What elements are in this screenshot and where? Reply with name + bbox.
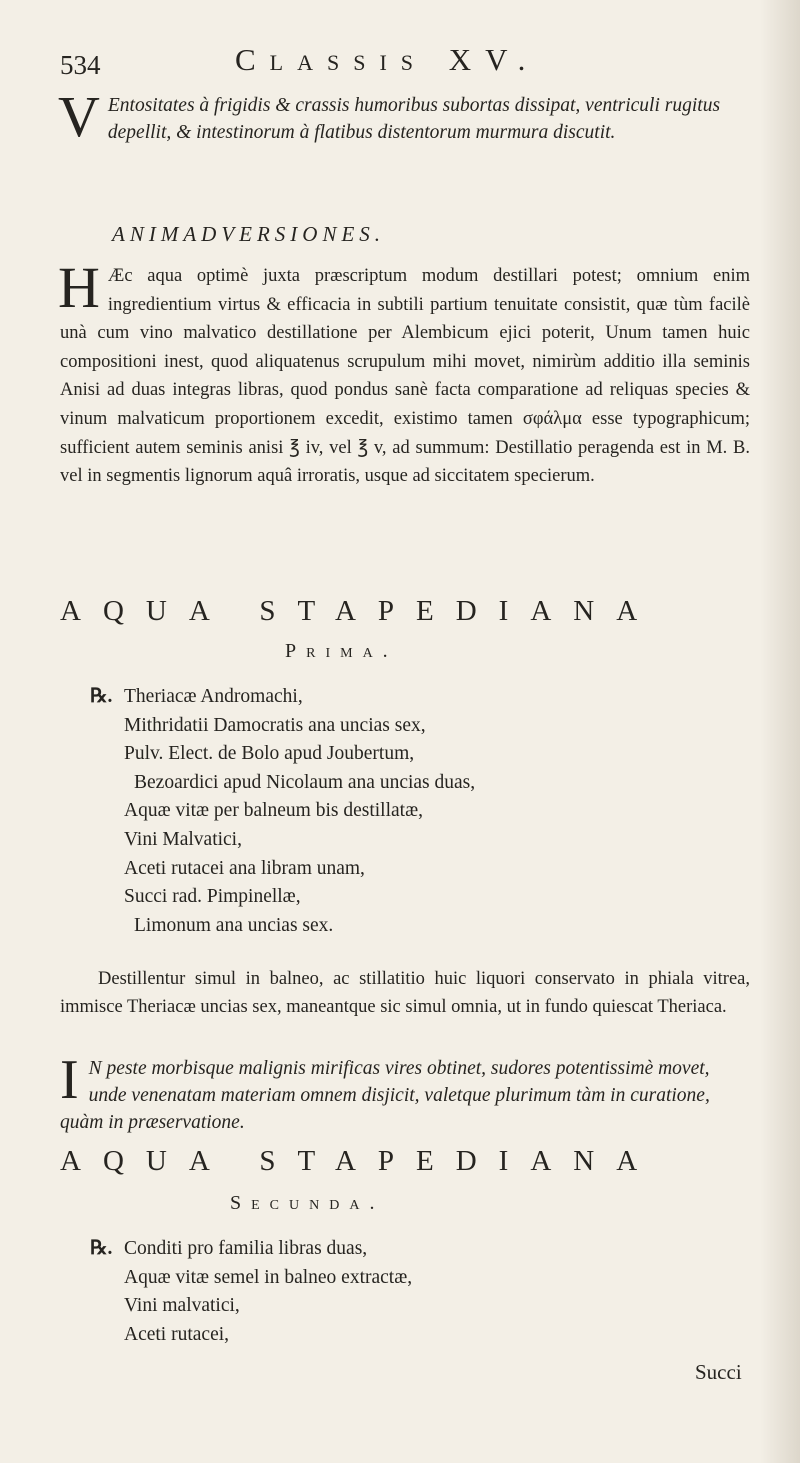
recipe-note xyxy=(60,1049,750,1136)
recipe-symbol: ℞. xyxy=(90,1238,113,1259)
recipe-subtitle: Secunda. xyxy=(230,1192,385,1214)
page-number: 534 xyxy=(60,50,101,80)
animadversiones-text: Æc aqua optimè juxta præscriptum modum destillari potest; omnium enim ingredientium virtus & efficacia in subtili partium tenuitate consistit, quæ tùm facilè unà cum vino malvatico destillatione per Alembicum ejici poterit, Unum tamen huic compositioni inest, quod aliquatenus scrupulum mihi movet, nimirùm additio illa seminis Anisi ad duas integras libras, quod pondus sanè facta comparatione ad reliquas species & vinum malvaticum proportionem excedit, existimo tamen σφάλμα esse typographicum; sufficient autem seminis anisi ℥ iv, vel ℥ v, ad summum: Destillatio peragenda est in M. B. vel in segmentis lignorum aquâ irroratis, usque ad siccitatem specierum. xyxy=(60,266,750,487)
catchword: Succi xyxy=(695,1360,742,1384)
recipe-title: AQUA STAPEDIANA xyxy=(60,1145,660,1177)
drop-cap: V xyxy=(58,84,100,149)
recipe-ingredients xyxy=(90,683,710,940)
ingredient-line: Limonum ana uncias sex. xyxy=(134,914,334,936)
drop-cap: H xyxy=(58,255,100,320)
recipe-ingredients xyxy=(90,1235,710,1349)
intro-text: Entositates à frigidis & crassis humoribus subortas dissipat, ventriculi rugitus depellit, & intestinorum à flatibus distentorum murmura discutit. xyxy=(107,95,721,143)
ingredient-line: ℞. Theriacæ Andromachi, xyxy=(90,683,710,712)
intro-paragraph xyxy=(58,84,750,149)
animadversiones-paragraph xyxy=(58,255,750,491)
recipe-subtitle: Prima. xyxy=(285,640,398,662)
section-heading: ANIMADVERSIONES. xyxy=(112,222,386,246)
ingredient-line: ℞. Conditi pro familia libras duas, xyxy=(90,1235,710,1264)
ingredient-line: Succi rad. Pimpinellæ, xyxy=(124,886,301,908)
recipe-note-text: N peste morbisque malignis mirificas vires obtinet, sudores potentissimè movet, unde venenatam materiam omnem disjicit, valetque plurimum tàm in curatione, quàm in præservatione. xyxy=(60,1058,710,1133)
recipe-title: AQUA STAPEDIANA xyxy=(60,595,660,627)
recipe-instructions: Destillentur simul in balneo, ac stillatitio huic liquori conservato in phiala vitrea, immisce Theriacæ uncias sex, maneantque sic simul omnia, ut in fundo quiescat Theriaca. xyxy=(60,969,750,1017)
page-edge-shadow xyxy=(760,0,800,1463)
ingredient-line: Vini malvatici, xyxy=(124,1295,240,1317)
page-header xyxy=(60,42,750,82)
ingredient-line: Aceti rutacei, xyxy=(124,1323,230,1345)
ingredient-line: Aquæ vitæ per balneum bis destillatæ, xyxy=(124,800,423,822)
ingredient-line: Vini Malvatici, xyxy=(124,828,242,850)
ingredient-line: Aceti rutacei ana libram unam, xyxy=(124,857,365,879)
recipe-symbol: ℞. xyxy=(90,686,113,707)
ingredient-line: Aquæ vitæ semel in balneo extractæ, xyxy=(124,1266,413,1288)
ingredient-line: Bezoardici apud Nicolaum ana uncias duas, xyxy=(134,771,476,793)
drop-cap: I xyxy=(60,1049,79,1111)
ingredient-line: Mithridatii Damocratis ana uncias sex, xyxy=(124,714,426,736)
ingredient-line: Pulv. Elect. de Bolo apud Joubertum, xyxy=(124,743,415,765)
running-title: Classis XV. xyxy=(235,42,540,77)
